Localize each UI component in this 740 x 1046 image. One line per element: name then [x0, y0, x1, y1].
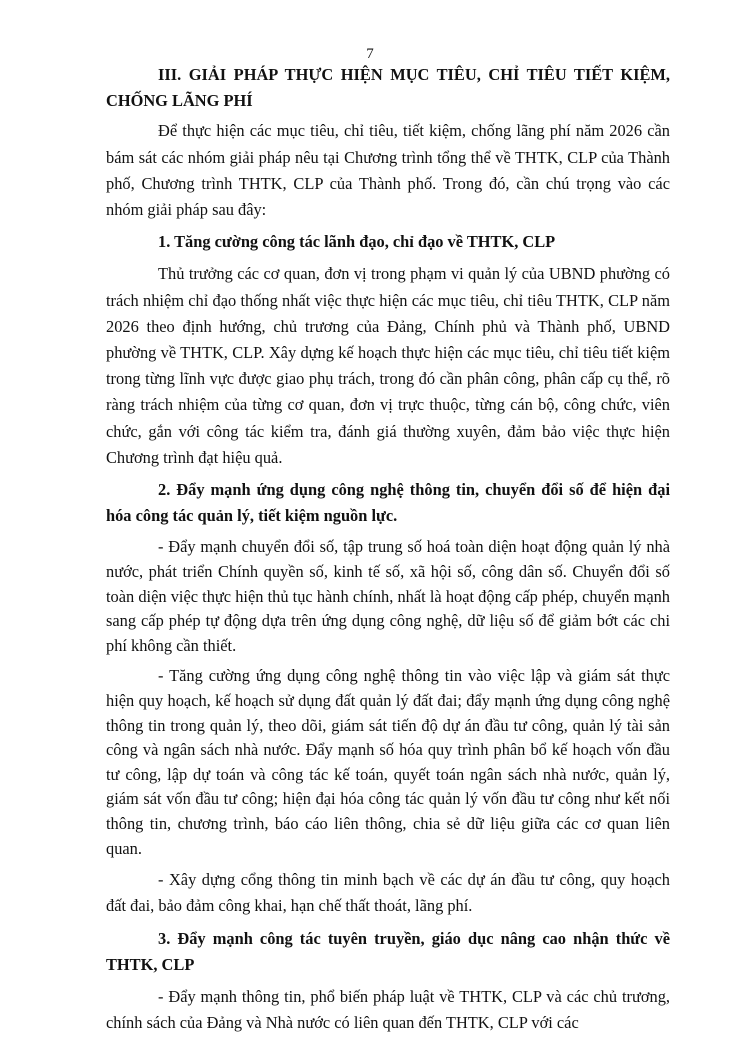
solution-2-paragraph-2: - Tăng cường ứng dụng công nghệ thông tin vào việc lập và giám sát thực hiện quy hoạch, kế hoạch sử dụng đất quản lý đất đai; đẩy mạnh ứng dụng công nghệ thông tin trong quản lý, theo dõi, giám sát tiến độ dự án đầu tư công, quản lý tài sản công và ngân sách nhà nước. Đẩy mạnh số hóa quy trình phân bổ kế hoạch vốn đầu tư công, lập dự toán và công tác kế toán, quyết toán ngân sách nhà nước, quản lý, giám sát vốn đầu tư công; hiện đại hóa công tác quản lý vốn đầu tư công như kết nối thông tin, chương trình, báo cáo liên thông, chia sẻ dữ liệu giữa các cơ quan liên quan. — [106, 666, 670, 858]
document-body — [106, 62, 670, 1042]
solution-1-heading: 1. Tăng cường công tác lãnh đạo, chỉ đạo về THTK, CLP — [158, 232, 556, 252]
solution-2-heading: 2. Đẩy mạnh ứng dụng công nghệ thông tin, chuyển đổi số để hiện đại hóa công tác quản lý, tiết kiệm nguồn lực. — [106, 480, 670, 526]
solution-2-paragraph-1: - Đẩy mạnh chuyển đổi số, tập trung số hoá toàn diện hoạt động quản lý nhà nước, phát triển Chính quyền số, kinh tế số, xã hội số, công dân số. Chuyển đổi số toàn diện việc thực hiện thủ tục hành chính, nhất là hoạt động cấp phép, chuyển mạnh sang cấp phép tự động dựa trên ứng dụng công nghệ, dữ liệu số để giảm bớt các chi phí không cần thiết. — [106, 537, 670, 655]
solution-2-paragraph-3: - Xây dựng cổng thông tin minh bạch về các dự án đầu tư công, quy hoạch đất đai, bảo đảm công khai, hạn chế thất thoát, lãng phí. — [106, 870, 670, 916]
page-number: 7 — [366, 46, 374, 62]
section-title: III. GIẢI PHÁP THỰC HIỆN MỤC TIÊU, CHỈ TIÊU TIẾT KIỆM, CHỐNG LÃNG PHÍ — [106, 65, 670, 111]
solution-3-heading: 3. Đẩy mạnh công tác tuyên truyền, giáo dục nâng cao nhận thức về THTK, CLP — [106, 928, 670, 974]
section-intro: Để thực hiện các mục tiêu, chỉ tiêu, tiết kiệm, chống lãng phí năm 2026 cần bám sát các nhóm giải pháp nêu tại Chương trình tổng thể về THTK, CLP của Thành phố, Chương trình THTK, CLP của Thành phố. Trong đó, cần chú trọng vào các nhóm giải pháp sau đây: — [106, 121, 670, 220]
solution-1-paragraph-1: Thủ trưởng các cơ quan, đơn vị trong phạm vi quản lý của UBND phường có trách nhiệm chỉ đạo thống nhất việc thực hiện các mục tiêu, chỉ tiêu THTK, CLP năm 2026 theo định hướng, chủ trương của Đảng, Chính phủ và Thành phố, UBND phường về THTK, CLP. Xây dựng kế hoạch thực hiện các mục tiêu, chỉ tiêu tiết kiệm trong từng lĩnh vực được giao phụ trách, trong đó cần phân công, phân cấp cụ thể, rõ ràng trách nhiệm của từng cơ quan, đơn vị trực thuộc, từng cán bộ, công chức, viên chức, gắn với công tác kiểm tra, đánh giá thường xuyên, đảm bảo việc thực hiện Chương trình đạt hiệu quả. — [106, 264, 670, 467]
solution-3-paragraph-1: - Đẩy mạnh thông tin, phổ biến pháp luật về THTK, CLP và các chủ trương, chính sách của Đảng và Nhà nước có liên quan đến THTK, CLP với các — [106, 986, 670, 1033]
